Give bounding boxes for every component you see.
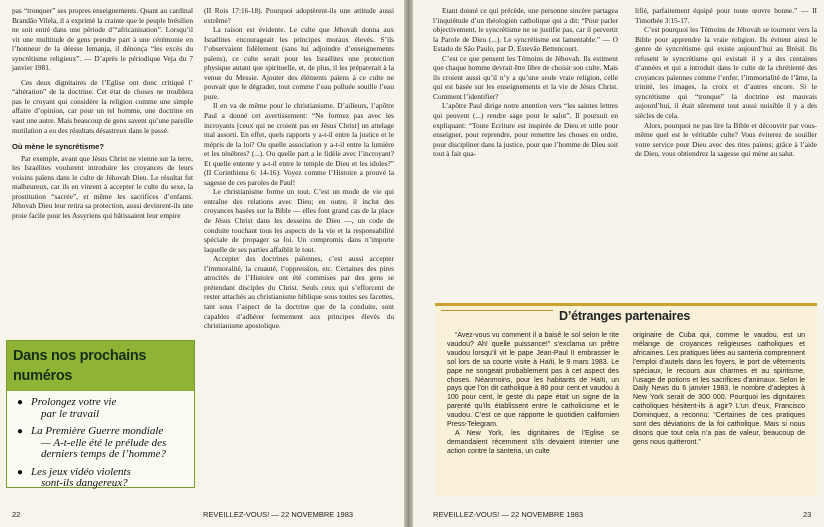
right-page: [413, 0, 824, 527]
list-item-line: Prolongez votre vie: [31, 396, 117, 408]
page-number: 23: [803, 510, 812, 519]
list-item: [17, 426, 188, 461]
paragraph: pas “tronquer” ses propres enseignements. Quant au cardinal Brandão Vilela, il a exprimé la crainte que le peuple brésilien ne soit entré dans une période d’“africanisation”. Lorsqu’il vit une multitude de gens prendre part à une cérémonie en l’honneur de la déesse Iemanja, il dénonça “les excès du syncrétisme religieux”. — D’après le périodique Veja du 7 janvier 1981.: [12, 6, 193, 73]
paragraph: (II Rois 17:16-18). Pourquoi adoptèrent-ils une attitude aussi extrême?: [204, 6, 394, 25]
right-column-1: [433, 6, 618, 159]
paragraph: Accepter des doctrines païennes, c’est aussi accepter l’immoralité, la cruauté, l’oppression, etc. Certaines des pires atrocités de l’Histoire ont été commises par des gens se prétendant disciples du Christ. Seuls ceux qui s’efforcent de rester attachés au christianisme biblique sous toutes ses facettes, tant sous l’aspect de la doctrine que de la conduite, sont capables d’adhérer fermement aux principes élevés du christianisme apostolique.: [204, 254, 394, 331]
left-column-1: [12, 6, 193, 220]
left-page: [0, 0, 404, 527]
upcoming-issues-box: [6, 340, 195, 488]
page-number: 22: [12, 510, 21, 519]
upcoming-issues-title: Dans nos prochains numéros: [7, 341, 194, 391]
list-item-line: Les jeux vidéo violents: [31, 465, 131, 478]
upcoming-issues-list: [7, 391, 194, 490]
paragraph: lifié, parfaitement équipé pour toute œuvre bonne.” — II Timothée 3:15-17.: [635, 6, 817, 25]
paragraph: C’est ce que pensent les Témoins de Jéhovah. Ils estiment que chaque homme devrait être libre de choisir son culte. Mais ils croient aussi qu’il n’y a qu’une seule vraie religion, celle qui est basée sur les enseignements et la vie de Jésus Christ. Comment l’identifier?: [433, 53, 618, 101]
panel-title: D’étranges partenaires: [559, 309, 691, 323]
list-item-line: — A-t-elle été le prélude des derniers temps de l’homme?: [41, 436, 167, 460]
list-item: [17, 397, 188, 420]
paragraph: Le christianisme forme un tout. C’est un mode de vie qui entraîne des relations avec Dieu; en outre, il inclut des croyances basées sur la Bible — elles font grand cas de la place de Jésus Christ dans les desseins de Dieu —, un code de conduite touchant tous les aspects de la vie et la responsabilité spéciale de propager sa foi. Un compromis dans n’importe laquelle de ses parties affaiblit le tout.: [204, 187, 394, 254]
paragraph: Alors, pourquoi ne pas lire la Bible et découvrir par vous-même quel est le véritable culte? Vous éviterez de souiller votre service pour Dieu avec des rites païens; grâce à l’aide de Dieu, vous obtiendrez la sagesse qui mène au salut.: [635, 120, 817, 159]
paragraph: “Avez-vous vu comment il a baisé le sol selon le rite vaudou? Ah! quelle puissance!” s’exclama un prêtre vaudou lorsqu’il vit le pape Jean-Paul II embrasser le sol lors de sa courte visite à Haïti, le 9 mars 1983. Le pape ne songeait probablement pas à cet aspect des choses. Néanmoins, pour les habitants de Haïti, un pays que l’on dit catholique à 80 pour cent et vaudou à 100 pour cent, le geste du pape était un signe de la parenté qu’ils établissent entre le catholicisme et le vaudou. C’est ce que rapporte le quotidien californien Press-Telegram.: [447, 332, 619, 429]
paragraph: A New York, les dignitaires de l’Eglise se demandaient récemment s’ils devaient intenter une action contre la santeria, un culte: [447, 429, 619, 455]
paragraph: originaire de Cuba qui, comme le vaudou, est un mélange de croyances religieuses catholiques et africaines. Les pratiques liées au santeria comprennent l’emploi d’autels dans les foyers, le port de vêtements spéciaux, le recours aux charmes et au spiritisme, l’usage de potions et les sacrifices d’animaux. Selon le Daily News du 6 janvier 1983, le nombre d’adeptes à New York serait de 300 000. Pourquoi les dignitaires catholiques hésitent-ils à agir? L’un d’eux, Francisco Dominquez, a reconnu: “Certaines de ces pratiques sont des déviations de la foi catholique. Mais si nous disons que tout cela n’a pas de valeur, beaucoup de gens nous quitteront.”: [633, 332, 805, 446]
sidebar-panel: [435, 303, 817, 496]
panel-header: [435, 306, 817, 328]
paragraph: La raison est évidente. Le culte que Jéhovah donna aux Israélites encourageait les principes moraux élevés. S’ils l’observaient fidèlement (sans lui adjoindre d’enseignements païens), ce culte serait pour les Israélites une protection physique autant que spirituelle, et, de plus, il les préparerait à la venue du Messie. Ajouter des éléments païens à ce culte ne pouvait que le dégrader, tout comme l’eau polluée souille l’eau pure.: [204, 25, 394, 101]
paragraph: L’apôtre Paul dirige notre attention vers “les saintes lettres qui peuvent (...) rendre sage pour le salut”. Il poursuit en expliquant: “Toute Ecriture est inspirée de Dieu et utile pour enseigner, pour reprendre, pour remettre les choses en ordre, pour discipliner dans la justice, pour que l’homme de Dieu soit tout à fait qua-: [433, 101, 618, 159]
paragraph: Ces deux dignitaires de l’Eglise ont donc critiqué l’ “altération” de la doctrine. Cet état de choses ne troublera pas le croyant qui considère la religion comme une simple affaire d’opinion, car pour un tel homme, une doctrine en vaut une autre. Mais beaucoup de gens savent qu’une pareille mutilation a eu des résultats désastreux dans le passé.: [12, 77, 193, 135]
list-item-line: par le travail: [41, 407, 100, 420]
bullet-icon: ●: [17, 466, 24, 478]
panel-rule: [441, 310, 553, 321]
paragraph: Il en va de même pour le christianisme. D’ailleurs, l’apôtre Paul a donné cet avertissement: “Ne formez pas avec les incroyants [ceux qui ne croient pas en Jésus Christ] un attelage mal assorti. En effet, quels rapports y a-t-il entre la justice et le mépris de la loi? Ou quelle association y a-t-il entre la lumière et les ténèbres? (...). Ou quelle part a le fidèle avec l’incroyant? Et quelle entente y a-t-il entre le temple de Dieu et les idoles?” (II Corinthiens 6: 14-16). Voyez comme l’Histoire a prouvé la sagesse de ces paroles de Paul!: [204, 101, 394, 187]
right-column-2: [635, 6, 817, 159]
masthead-footer: REVEILLEZ-VOUS! — 22 NOVEMBRE 1983: [433, 510, 584, 519]
book-gutter: [404, 0, 413, 527]
panel-column-2: [633, 332, 805, 448]
list-item: [17, 467, 188, 490]
paragraph: Par exemple, avant que Jésus Christ ne vienne sur la terre, les Israélites voulurent introduire les croyances de leurs voisins païens dans le culte de Jéhovah Dieu. Le résultat fut malheureux, car ils en vinrent à accepter le culte du sexe, la prostitution “sacrée”, et même les sacrifices d’enfants. Jéhovah Dieu leur retira sa protection, aussi devinrent-ils une proie facile pour les Assyriens qui bâtissaient leur empire: [12, 153, 193, 220]
bullet-icon: ●: [17, 397, 24, 408]
section-heading: Où mène le syncrétisme?: [12, 142, 105, 152]
left-column-2: [204, 6, 394, 331]
list-item-line: La Première Guerre mondiale: [31, 425, 164, 437]
panel-column-1: [447, 332, 619, 457]
paragraph: C’est pourquoi les Témoins de Jéhovah se tournent vers la Bible pour apprendre la vraie religion. Ils évitent ainsi le genre de syncrétisme qui existe aujourd’hui au Brésil. Ils refusent le syncrétisme qui existait il y a des centaines d’années et qui a introduit dans le culte de la chrétienté des croyances païennes comme l’enfer, l’immortalité de l’âme, la trinité, les images, la croix et d’autres encore. Si le syncrétisme qui “tronque” la doctrine est mauvais aujourd’hui, il était sûrement tout aussi nuisible il y a des siècles de cela.: [635, 25, 817, 121]
paragraph: Etant donné ce qui précède, une personne sincère partagea l’inquiétude d’un théologien catholique qui a dit: “Pour parler objectivement, le syncrétisme ne se justifie pas, car il pervertit la Parole de Dieu (...). Le syncrétisme est lamentable.” — O Estado de São Paulo, par D. Estevão Bettencourt.: [433, 6, 618, 54]
list-item-line: sont-ils dangereux?: [41, 477, 128, 489]
masthead-footer: REVEILLEZ-VOUS! — 22 NOVEMBRE 1983: [203, 510, 354, 519]
bullet-icon: ●: [17, 426, 24, 437]
